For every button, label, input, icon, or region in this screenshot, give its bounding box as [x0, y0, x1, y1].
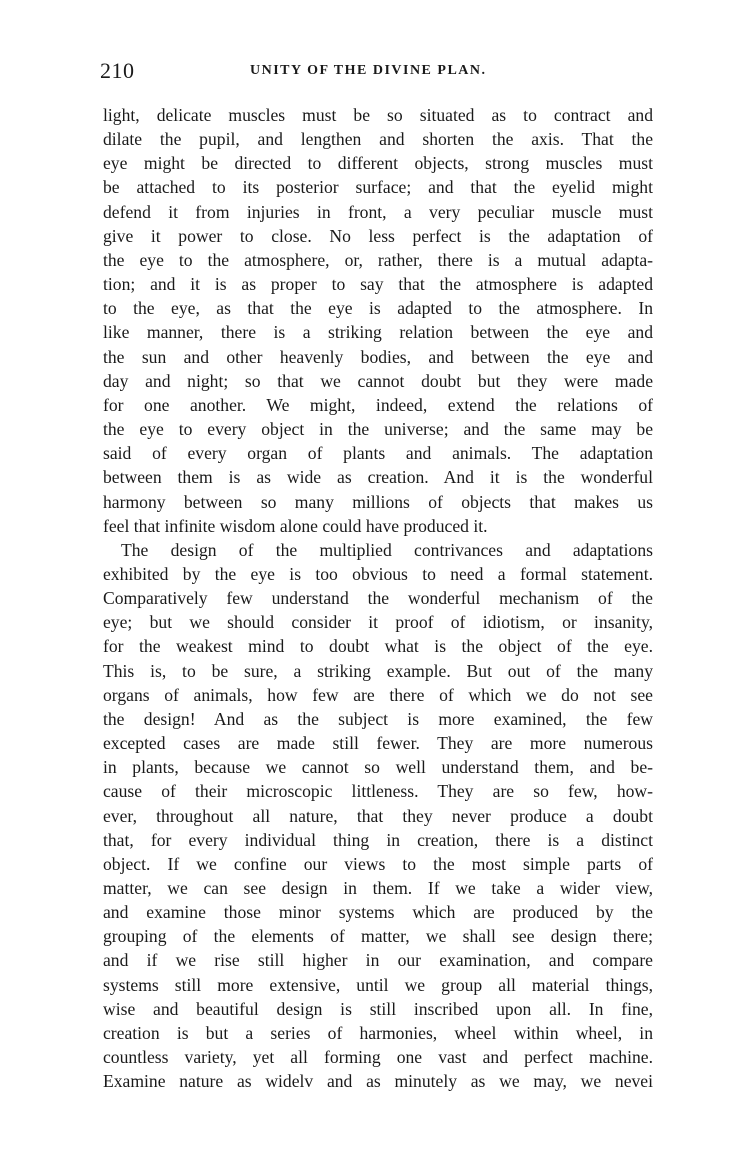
text-line: between them is as wide as creation. And it is the wonderful	[103, 467, 653, 488]
text-line: for the weakest mind to doubt what is the object of the eye.	[103, 636, 653, 657]
text-line: feel that infinite wisdom alone could have produced it.	[103, 515, 488, 536]
text-line: to the eye, as that the eye is adapted to the atmosphere. In	[103, 298, 653, 319]
text-line: and if we rise still higher in our examination, and compare	[103, 950, 653, 971]
text-line: wise and beautiful design is still inscribed upon all. In fine,	[103, 998, 653, 1019]
paragraph-1	[103, 103, 653, 538]
text-line: Comparatively few understand the wonderful mechanism of the	[103, 588, 653, 609]
text-line: exhibited by the eye is too obvious to need a formal statement.	[103, 563, 653, 584]
page-number: 210	[100, 58, 135, 83]
text-line: light, delicate muscles must be so situated as to contract and	[103, 105, 653, 125]
text-line: said of every organ of plants and animals. The adaptation	[103, 443, 653, 464]
text-line: eye might be directed to different objects, strong muscles must	[103, 153, 653, 174]
text-line: the eye to the atmosphere, or, rather, there is a mutual adapta-	[103, 249, 653, 270]
text-line: dilate the pupil, and lengthen and shorten the axis. That the	[103, 129, 653, 150]
text-line: the design! And as the subject is more examined, the few	[103, 708, 653, 729]
text-line: that, for every individual thing in creation, there is a distinct	[103, 829, 653, 850]
text-line: like manner, there is a striking relation between the eye and	[103, 322, 653, 343]
text-line: matter, we can see design in them. If we take a wider view,	[103, 878, 653, 898]
text-line: harmony between so many millions of objects that makes us	[103, 491, 653, 512]
text-line: the sun and other heavenly bodies, and between the eye and	[103, 346, 653, 367]
text-line: cause of their microscopic littleness. They are so few, how-	[103, 781, 653, 802]
text-line: in plants, because we cannot so well understand them, and be-	[103, 757, 653, 778]
running-head: UNITY OF THE DIVINE PLAN.	[250, 63, 487, 78]
text-line: The design of the multiplied contrivances and adaptations	[121, 539, 653, 560]
text-line: defend it from injuries in front, a very peculiar muscle must	[103, 201, 653, 222]
text-line: creation is but a series of harmonies, wheel within wheel, in	[103, 1022, 653, 1043]
text-line: object. If we confine our views to the most simple parts of	[103, 853, 653, 874]
text-line: countless variety, yet all forming one vast and perfect machine.	[103, 1047, 653, 1068]
text-line: systems still more extensive, until we group all material things,	[103, 974, 653, 995]
text-line: and examine those minor systems which are produced by the	[103, 902, 653, 923]
text-line: the eye to every object in the universe; and the same may be	[103, 419, 653, 440]
text-line: ever, throughout all nature, that they never produce a doubt	[103, 805, 653, 826]
text-line: be attached to its posterior surface; and that the eyelid might	[103, 177, 653, 198]
text-line: excepted cases are made still fewer. They are more numerous	[103, 733, 653, 754]
text-line: grouping of the elements of matter, we shall see design there;	[103, 926, 653, 947]
text-line: Examine nature as widelv and as minutely as we may, we nevei	[103, 1071, 653, 1092]
text-line: day and night; so that we cannot doubt but they were made	[103, 370, 653, 391]
paragraph-2	[103, 538, 653, 1094]
text-line: eye; but we should consider it proof of idiotism, or insanity,	[103, 612, 653, 633]
text-line: give it power to close. No less perfect is the adaptation of	[103, 225, 653, 246]
body-text	[103, 103, 653, 1093]
text-line: for one another. We might, indeed, extend the relations of	[103, 394, 653, 415]
text-line: organs of animals, how few are there of which we do not see	[103, 684, 653, 705]
text-line: This is, to be sure, a striking example. But out of the many	[103, 660, 653, 681]
text-line: tion; and it is as proper to say that the atmosphere is adapted	[103, 274, 653, 295]
